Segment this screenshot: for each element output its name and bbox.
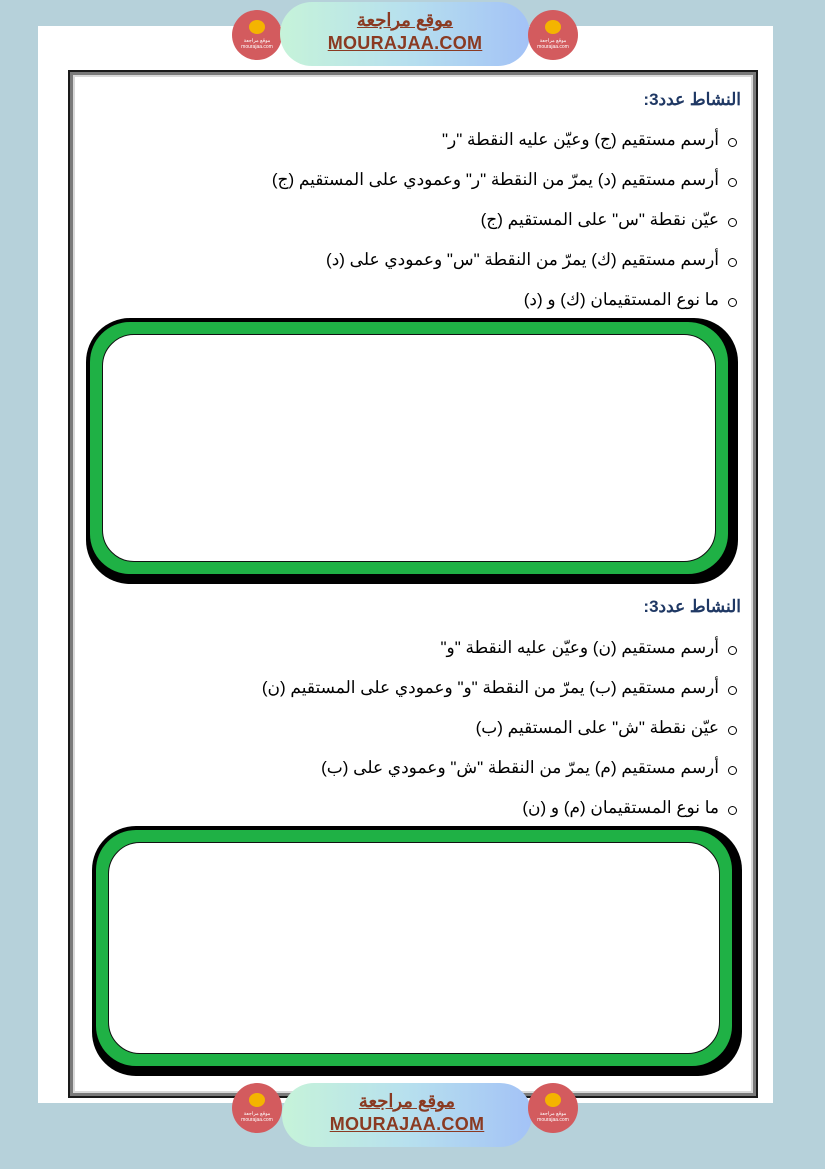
logo-badge-right: [528, 10, 578, 60]
bullet-icon: [728, 646, 737, 655]
bullet-icon: [728, 686, 737, 695]
activity-1-answer-box[interactable]: [86, 318, 738, 584]
book-icon: [249, 1093, 265, 1107]
activity-2-item-1: أرسم مستقيم (ن) وعيّن عليه النقطة "و": [440, 638, 719, 657]
bullet-icon: [728, 218, 737, 227]
badge-text: موقع مراجعة mourajaa.com: [241, 38, 273, 50]
activity-1-item-1: أرسم مستقيم (ج) وعيّن عليه النقطة "ر": [442, 130, 719, 149]
activity-2-item-2: أرسم مستقيم (ب) يمرّ من النقطة "و" وعمودي على المستقيم (ن): [261, 678, 719, 697]
activity-2-item-3: عيّن نقطة "ش" على المستقيم (ب): [475, 718, 719, 737]
activity-2-item-5: ما نوع المستقيمان (م) و (ن): [522, 798, 719, 817]
book-icon: [545, 1093, 561, 1107]
activity-2-answer-box[interactable]: [92, 826, 742, 1076]
logo-badge-left: [232, 1083, 282, 1133]
badge-text: موقع مراجعة mourajaa.com: [537, 38, 569, 50]
activity-2-title: النشاط عدد3:: [643, 597, 741, 616]
bullet-icon: [728, 138, 737, 147]
activity-1-item-4: أرسم مستقيم (ك) يمرّ من النقطة "س" وعمودي على (د): [326, 250, 719, 269]
book-icon: [545, 20, 561, 34]
site-name-arabic: موقع مراجعة: [358, 1091, 456, 1111]
bullet-icon: [728, 766, 737, 775]
logo-badge-right: [528, 1083, 578, 1133]
activity-2-item-4: أرسم مستقيم (م) يمرّ من النقطة "ش" وعمودي على (ب): [321, 758, 719, 777]
site-name-arabic: موقع مراجعة: [356, 10, 454, 30]
badge-text: موقع مراجعة mourajaa.com: [537, 1111, 569, 1123]
activity-1-item-5: ما نوع المستقيمان (ك) و (د): [523, 290, 719, 309]
badge-text: موقع مراجعة mourajaa.com: [241, 1111, 273, 1123]
logo-badge-left: [232, 10, 282, 60]
bullet-icon: [728, 726, 737, 735]
bullet-icon: [728, 298, 737, 307]
bullet-icon: [728, 806, 737, 815]
activity-1-item-3: عيّن نقطة "س" على المستقيم (ج): [480, 210, 719, 229]
activity-1-item-2: أرسم مستقيم (د) يمرّ من النقطة "ر" وعمودي على المستقيم (ج): [271, 170, 719, 189]
site-name-english: MOURAJAA.COM: [329, 1114, 485, 1134]
bullet-icon: [728, 258, 737, 267]
book-icon: [249, 20, 265, 34]
activity-1-title: النشاط عدد3:: [643, 90, 741, 109]
answer-area[interactable]: [108, 842, 720, 1054]
bullet-icon: [728, 178, 737, 187]
site-banner-top[interactable]: [280, 2, 530, 66]
answer-area[interactable]: [102, 334, 716, 562]
site-name-english: MOURAJAA.COM: [327, 33, 483, 53]
site-banner-bottom[interactable]: [282, 1083, 532, 1147]
